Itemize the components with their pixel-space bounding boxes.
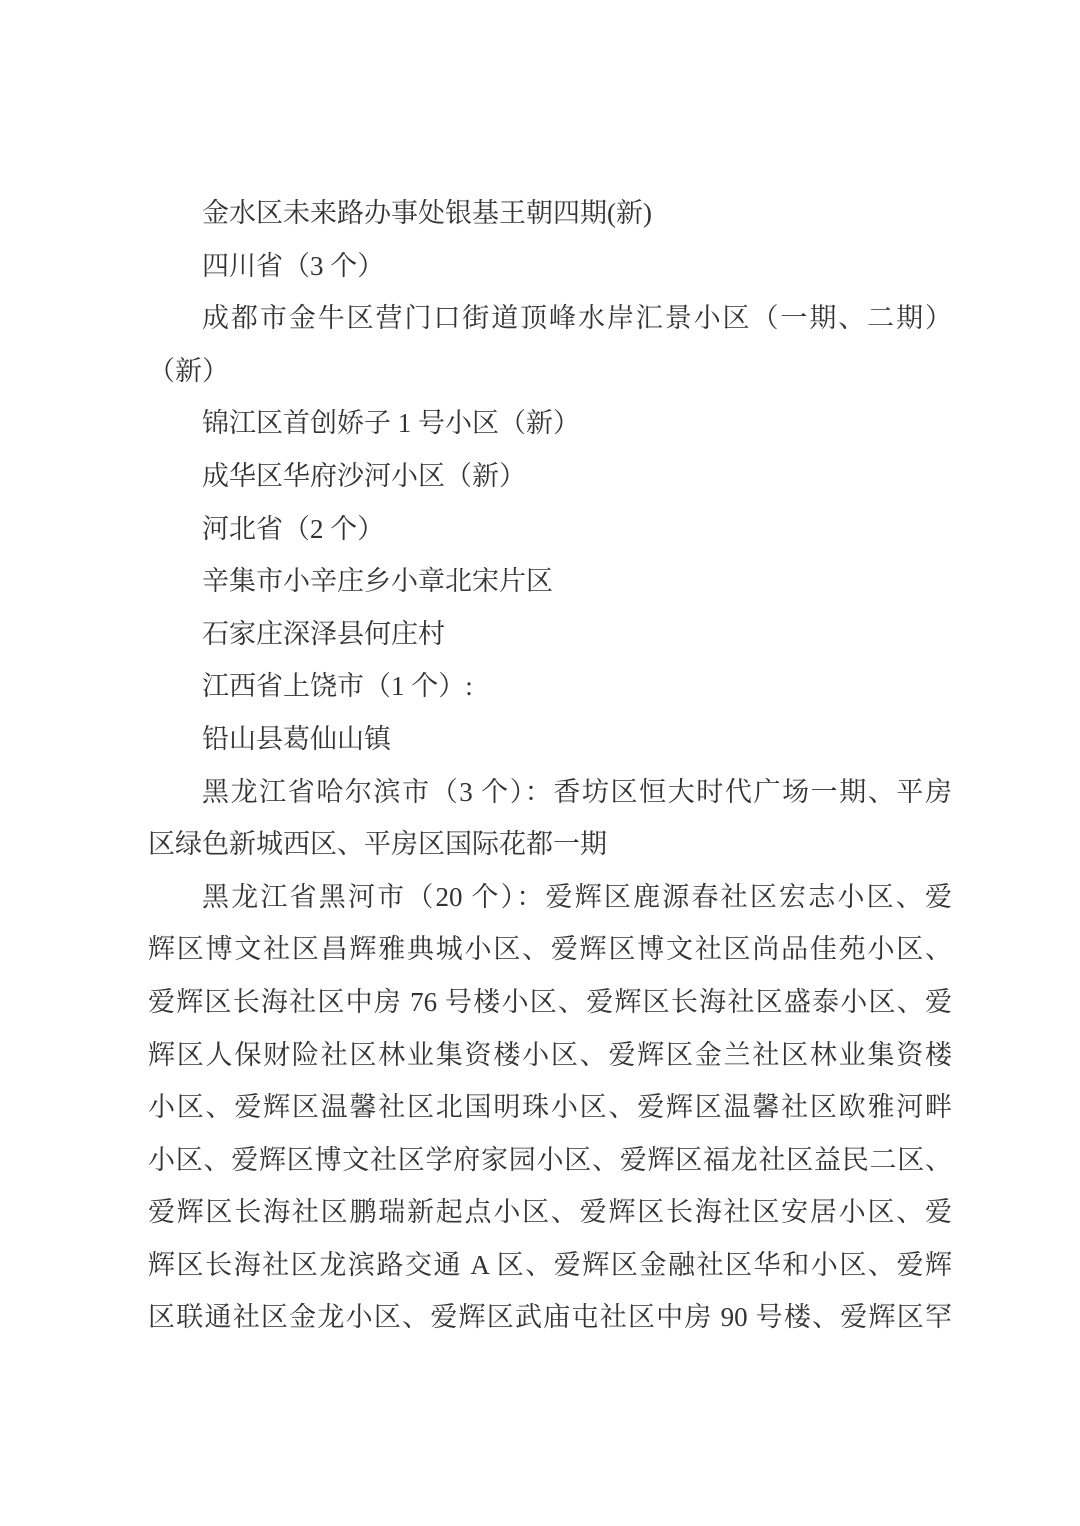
text-line: 石家庄深泽县何庄村	[202, 618, 445, 649]
text-line: 区联通社区金龙小区、爱辉区武庙屯社区中房 90 号楼、爱辉区罕	[148, 1302, 952, 1333]
text-line: 黑龙江省黑河市（20 个）：爱辉区鹿源春社区宏志小区、爱	[202, 881, 952, 912]
text-line: 小区、爱辉区博文社区学府家园小区、爱辉区福龙社区益民二区、	[148, 1144, 952, 1175]
text-line: 河北省（2 个）	[202, 513, 385, 544]
text-line: 成都市金牛区营门口街道顶峰水岸汇景小区（一期、二期）	[202, 303, 952, 334]
text-line: 金水区未来路办事处银基王朝四期(新)	[202, 198, 652, 228]
text-line: 铅山县葛仙山镇	[202, 723, 391, 754]
text-line: 江西省上饶市（1 个）:	[202, 671, 473, 702]
text-line: 小区、爱辉区温馨社区北国明珠小区、爱辉区温馨社区欧雅河畔	[148, 1092, 952, 1123]
text-line: 辛集市小辛庄乡小章北宋片区	[202, 566, 553, 597]
text-line: 辉区博文社区昌辉雅典城小区、爱辉区博文社区尚品佳苑小区、	[148, 934, 952, 965]
text-line: 四川省（3 个）	[202, 250, 385, 281]
text-line: 爱辉区长海社区中房 76 号楼小区、爱辉区长海社区盛泰小区、爱	[148, 986, 952, 1017]
community-list-text	[148, 187, 952, 1344]
text-line: 辉区长海社区龙滨路交通 A 区、爱辉区金融社区华和小区、爱辉	[148, 1249, 952, 1280]
text-line: （新）	[148, 355, 229, 386]
text-line: 辉区人保财险社区林业集资楼小区、爱辉区金兰社区林业集资楼	[148, 1039, 952, 1070]
text-line: 黑龙江省哈尔滨市（3 个）：香坊区恒大时代广场一期、平房	[202, 776, 952, 807]
text-line: 区绿色新城西区、平房区国际花都一期	[148, 829, 607, 860]
text-line: 锦江区首创娇子 1 号小区（新）	[202, 408, 580, 439]
text-line: 爱辉区长海社区鹏瑞新起点小区、爱辉区长海社区安居小区、爱	[148, 1197, 952, 1228]
text-line: 成华区华府沙河小区（新）	[202, 460, 526, 491]
